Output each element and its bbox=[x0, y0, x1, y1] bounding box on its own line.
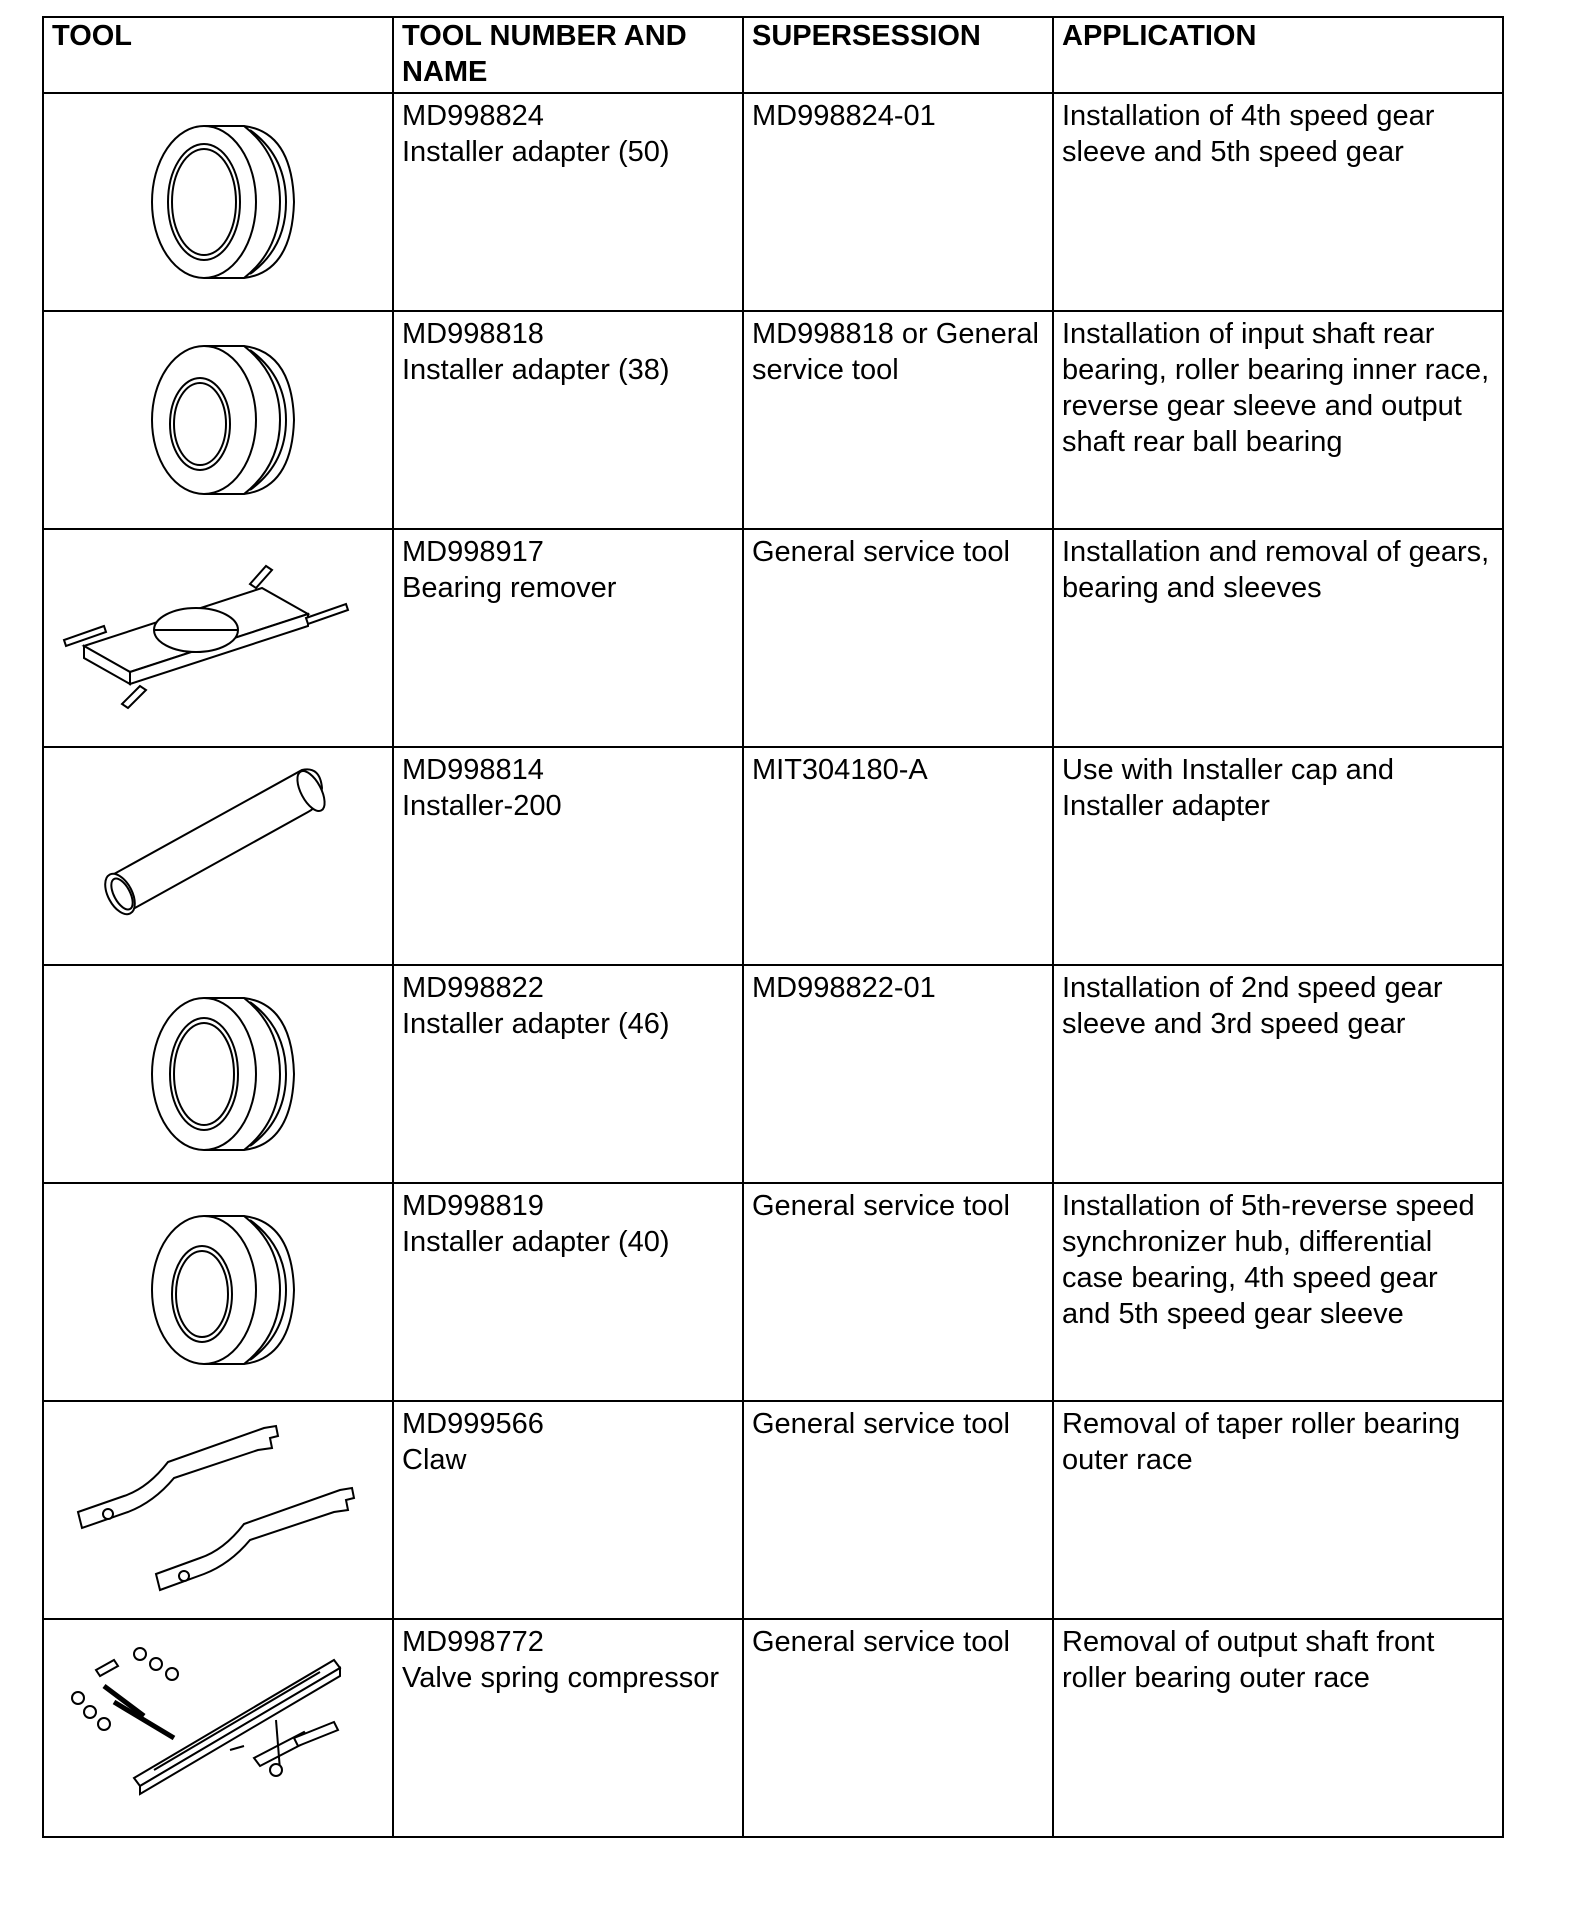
supersession-cell: General service tool bbox=[743, 1183, 1053, 1401]
tool-name: Installer adapter (38) bbox=[402, 354, 670, 386]
tool-number: MD998818 bbox=[402, 318, 544, 350]
tool-number-name-cell bbox=[393, 1619, 743, 1837]
supersession-cell: MIT304180-A bbox=[743, 747, 1053, 965]
tool-number: MD998822 bbox=[402, 972, 544, 1004]
supersession-cell: MD998824-01 bbox=[743, 93, 1053, 311]
tool-number-name-cell bbox=[393, 1183, 743, 1401]
header-tool: TOOL bbox=[43, 17, 393, 93]
tool-number-name-cell bbox=[393, 93, 743, 311]
tool-image-cell bbox=[43, 1183, 393, 1401]
tool-number-name-cell bbox=[393, 965, 743, 1183]
tool-image-cell bbox=[43, 747, 393, 965]
tool-number: MD998917 bbox=[402, 536, 544, 568]
table-row bbox=[43, 311, 1503, 529]
application-cell: Removal of output shaft front roller bearing outer race bbox=[1053, 1619, 1503, 1837]
application-cell: Installation of 5th-reverse speed synchronizer hub, differential case bearing, 4th speed gear and 5th speed gear sleeve bbox=[1053, 1183, 1503, 1401]
tool-name: Installer adapter (46) bbox=[402, 1008, 670, 1040]
application-cell: Removal of taper roller bearing outer race bbox=[1053, 1401, 1503, 1619]
tool-name: Installer adapter (40) bbox=[402, 1226, 670, 1258]
supersession-cell: General service tool bbox=[743, 1619, 1053, 1837]
application-cell: Installation of input shaft rear bearing, roller bearing inner race, reverse gear sleeve and output shaft rear ball bearing bbox=[1053, 311, 1503, 529]
header-tool-number-and-name: TOOL NUMBER AND NAME bbox=[393, 17, 743, 93]
tool-number-name-cell bbox=[393, 747, 743, 965]
tool-image-cell bbox=[43, 1401, 393, 1619]
tool-image-cell bbox=[43, 311, 393, 529]
tool-name: Bearing remover bbox=[402, 572, 617, 604]
tool-number-name-cell bbox=[393, 529, 743, 747]
table-row bbox=[43, 1401, 1503, 1619]
tool-number: MD998824 bbox=[402, 100, 544, 132]
table-row bbox=[43, 93, 1503, 311]
special-tools-table bbox=[42, 16, 1504, 1838]
table-header-row bbox=[43, 17, 1503, 93]
table-row bbox=[43, 1183, 1503, 1401]
tool-number: MD998814 bbox=[402, 754, 544, 786]
header-supersession: SUPERSESSION bbox=[743, 17, 1053, 93]
tool-name: Installer adapter (50) bbox=[402, 136, 670, 168]
table-row bbox=[43, 747, 1503, 965]
tool-number: MD999566 bbox=[402, 1408, 544, 1440]
claw-icon bbox=[44, 1402, 392, 1616]
tool-image-cell bbox=[43, 1619, 393, 1837]
tool-name: Installer-200 bbox=[402, 790, 562, 822]
installer-tube-icon bbox=[44, 748, 392, 962]
tool-number: MD998819 bbox=[402, 1190, 544, 1222]
tool-number-name-cell bbox=[393, 1401, 743, 1619]
valve-spring-compressor-icon bbox=[44, 1620, 392, 1834]
installer-adapter-ring-icon bbox=[44, 94, 392, 308]
application-cell: Use with Installer cap and Installer adapter bbox=[1053, 747, 1503, 965]
supersession-cell: General service tool bbox=[743, 529, 1053, 747]
tool-name: Valve spring compressor bbox=[402, 1662, 719, 1694]
tool-image-cell bbox=[43, 529, 393, 747]
tool-name: Claw bbox=[402, 1444, 467, 1476]
supersession-cell: MD998822-01 bbox=[743, 965, 1053, 1183]
application-cell: Installation of 4th speed gear sleeve and 5th speed gear bbox=[1053, 93, 1503, 311]
installer-adapter-ring-icon bbox=[44, 312, 392, 526]
tool-image-cell bbox=[43, 93, 393, 311]
tool-number-name-cell bbox=[393, 311, 743, 529]
tool-number: MD998772 bbox=[402, 1626, 544, 1658]
bearing-remover-icon bbox=[44, 530, 392, 744]
installer-adapter-ring-icon bbox=[44, 966, 392, 1180]
application-cell: Installation and removal of gears, bearing and sleeves bbox=[1053, 529, 1503, 747]
supersession-cell: General service tool bbox=[743, 1401, 1053, 1619]
supersession-cell: MD998818 or General service tool bbox=[743, 311, 1053, 529]
table-row bbox=[43, 1619, 1503, 1837]
header-application: APPLICATION bbox=[1053, 17, 1503, 93]
tool-image-cell bbox=[43, 965, 393, 1183]
table-row bbox=[43, 965, 1503, 1183]
application-cell: Installation of 2nd speed gear sleeve and 3rd speed gear bbox=[1053, 965, 1503, 1183]
installer-adapter-ring-icon bbox=[44, 1184, 392, 1398]
table-row bbox=[43, 529, 1503, 747]
